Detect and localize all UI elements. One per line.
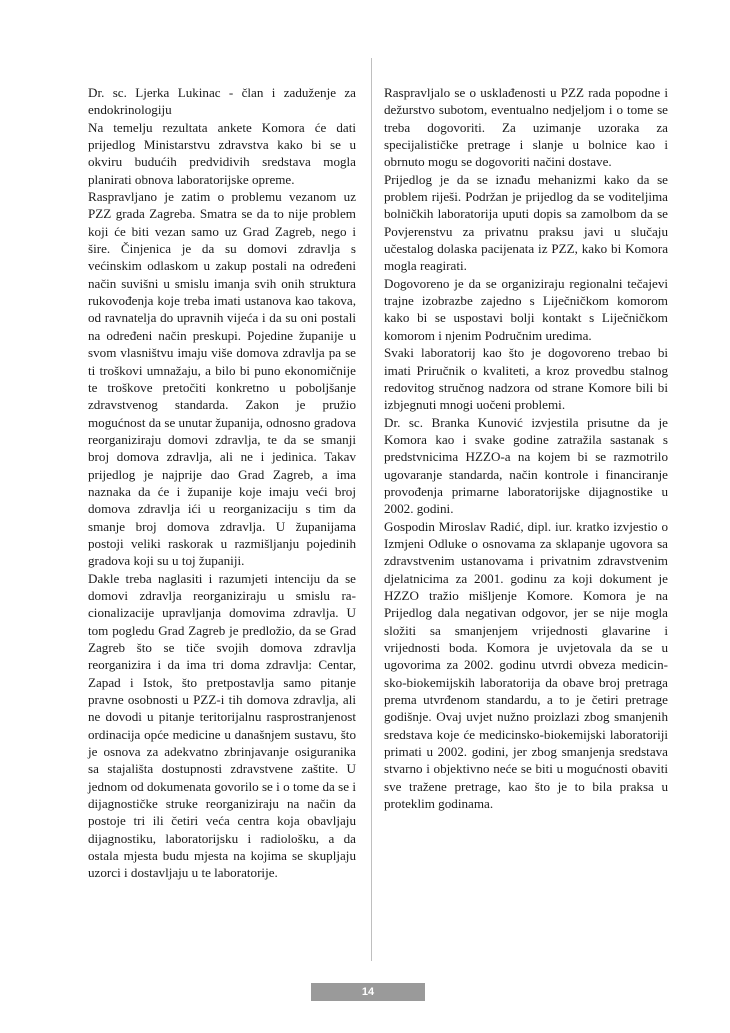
- right-column: [384, 84, 668, 812]
- paragraph: Svaki laboratorij kao što je dogovoreno trebao bi imati Priručnik o kvaliteti, a kroz provedbu stalnog redovitog stručnog nadzora od strane Komore bili bi izbjegnuti mnogi uočeni problemi.: [384, 345, 668, 413]
- paragraph: Dakle treba naglasiti i razumjeti intenciju da se domovi zdravlja reorganiziraju u smislu racionalizacije upravljanja domovima zdravlja. U tom pogledu Grad Zagreb je predložio, da se Grad Zagreb što se tiče svojih domova zdravlja reorganizira i da ima tri doma zdravlja: Centar, Zapad i Istok, što pretpostavlja samo pitanje pravne osobnosti u PZZ-i tih domova zdravlja, ali ne dovodi u pitanje teritorijalnu rasprostranjenost ordinacija opće medicine u današnjem sustavu, što je osnova za adekvatno zbrinjavanje osiguranika sa stajališta dostupnosti zdravstvene zaštite. U jednom od dokumenata govorilo se i o tome da se i dijagnostičke struke reorganiziraju na način da postoje tri ili četiri veća centra koja obavljaju dijagnostiku, laboratorijsku i radiološku, a da ostala mjesta budu mjesta na kojima se skupljaju uzorci i dostavljaju u te laboratorije.: [88, 570, 356, 881]
- page-number: 14: [311, 983, 425, 1001]
- paragraph: Raspravljano je zatim o problemu vezanom uz PZZ grada Zagreba. Smatra se da to nije problem koji će biti vezan samo uz Grad Zagreb, nego i šire. Činjenica je da su domovi zdravlja s većinskim odlaskom u zakup postali na određeni način suvišni u smislu imanja svih onih struktura rukovođenja koje treba imati ustanova kao takova, od ravnatelja do upravnih vijeća i da su oni postali na određeni način preskupi. Pojedine županije u svom vlasništvu imaju više domova zdravlja pa se ti troškovi umnažaju, a bilo bi puno ekonomičnije te troškove pretočiti konkretno u poboljšanje zdravstvenog standarda. Zakon je pružio mogućnost da se unutar županija, odnosno gradova reorganiziraju domovi zdravlja, te da se smanji broj domova zdravlja, ali ne i jedinica. Takav prijedlog je najprije dao Grad Zagreb, a ima naznaka da će i županije koje imaju veći broj domova zdravlja ići u reorganizaciju s tim da smanje broj domova zdravlja. U županijama postoji veliki raskorak u razmišljanju pojedinih gradova koji su u toj županiji.: [88, 189, 356, 569]
- paragraph: Dr. sc. Branka Kunović izvjestila prisutne da je Komora kao i svake godine zatražila sastanak s predstvnicima HZZO-a na kojem bi se razmotrilo ugovaranje standarda, način kontrole i financiranje provođenja primarne laboratorijske dijagnostike u 2002. godini.: [384, 414, 668, 517]
- paragraph: Gospodin Miroslav Radić, dipl. iur. kratko izvjestio o Izmjeni Odluke o osnovama za sklapanje ugovora sa zdravstvenim ustanovama i privatnim zdravstvenim djelatnicima za 2001. godinu za koji dokument je HZZO tražio mišljenje Komore. Komora je na Prijedlog dala negativan odgovor, jer se nije mogla složiti sa smanjenjem vrijednosti glavarine i vrijednosti boda. Komora je uvjetovala da se u ugovorima za 2002. godinu utvrdi obveza medicinsko-biokemijskih laboratorija da obave broj pretraga prema utvrđenom standardu, a to je četiri pretrage godišnje. Ovaj uvjet nužno proizlazi zbog smanjenih sredstava koje će medicinsko-biokemijski laboratoriji primati u 2002. godini, jer zbog smanjenja sredstava stvarno i objektivno neće se biti u mogućnosti obaviti sve tražene pretrage, kao što je to bila praksa u proteklim godinama.: [384, 518, 668, 812]
- paragraph: Na temelju rezultata ankete Komora će dati prijedlog Ministarstvu zdravstva kako bi se u okviru budućih predvidivih sredstava mogla planirati obnova laboratorijske opreme.: [88, 119, 356, 187]
- paragraph: Dr. sc. Ljerka Lukinac - član i zaduženje za endokrinologiju: [88, 85, 356, 118]
- column-divider: [371, 58, 372, 961]
- paragraph: Prijedlog je da se iznađu mehanizmi kako da se problem riješi. Podržan je prijedlog da se voditeljima bolničkih laboratorija uputi dopis sa zamolbom da se Povjerenstvu za privatnu praksu javi u slučaju učestalog dolaska pacijenata iz PZZ, kako bi Komora mogla reagirati.: [384, 171, 668, 274]
- paragraph: Raspravljalo se o usklađenosti u PZZ rada popodne i dežurstvo subotom, eventualno nedjeljom i o tome se treba dogovoriti. Za uzimanje uzoraka za specijalističke pretrage i slanje u bolnice kao i obrnuto mogu se dogovoriti načini dostave.: [384, 85, 668, 170]
- paragraph: Dogovoreno je da se organiziraju regionalni tečajevi trajne izobrazbe zajedno s Liječničkom komorom kako bi se uspostavi bolji kontakt s Liječničkom komorom i njenim Područnim uredima.: [384, 275, 668, 343]
- left-column: [88, 84, 356, 882]
